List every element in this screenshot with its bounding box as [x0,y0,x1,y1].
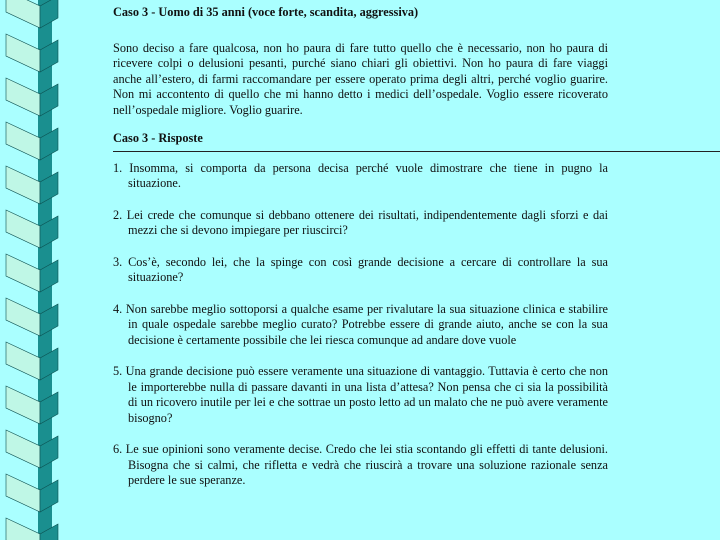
response-text: Cos’è, secondo lei, che la spinge con così grande decisione a cercare di controllare la sua situazione? [128,254,608,284]
response-number: 6. [113,442,126,456]
responses-title: Caso 3 - Risposte [113,131,203,145]
responses-list [113,161,608,489]
response-number: 1. [113,160,130,175]
response-text: Non sarebbe meglio sottoporsi a qualche esame per rivalutare la sua situazione clinica e stabilire in quale ospedale sarebbe meglio curato? Potrebbe essere di grande aiuto, anche se con la sua decisione è certamente possibile che lei riesca comunque ad andare dove vuole [125,301,609,347]
response-item [113,442,608,489]
response-number: 4. [113,301,126,316]
response-number: 3. [113,254,129,269]
response-number: 5. [113,364,126,378]
response-number: 2. [113,207,127,222]
response-text: Le sue opinioni sono veramente decise. Credo che lei stia scontando gli effetti di tante delusioni. Bisogna che si calmi, che rifletta e vedrà che riuscirà a trovare una soluzione razionale senza perdere le sue speranze. [125,442,609,487]
response-item [113,208,608,239]
document [113,5,608,505]
response-item [113,364,608,426]
response-item [113,255,608,286]
response-item [113,161,608,192]
case-title: Caso 3 - Uomo di 35 anni (voce forte, scandita, aggressiva) [113,5,419,19]
response-item [113,302,608,349]
response-text: Lei crede che comunque si debbano ottenere dei risultati, indipendentemente dagli sforzi e dai mezzi che si devono impiegare per riuscirci? [126,207,608,237]
response-text: Una grande decisione può essere veramente una situazione di vantaggio. Tuttavia è certo che non le importerebbe nulla di passare davanti in una lista d’attesa? Non pensa che ci sia la possibilità di un ricovero inutile per lei e che sottrae un posto letto ad un malato che ne può avere veramente bisogno? [125,364,609,425]
response-text: Insomma, si comporta da persona decisa perché vuole dimostrare che tiene in pugno la situazione. [128,160,608,190]
case-body: Sono deciso a fare qualcosa, non ho paura di fare tutto quello che è necessario, non ho paura di ricevere colpi o delusioni pesanti, purché siano chiari gli obiettivi. Non ho paura di fare viaggi anche all’estero, di farmi raccomandare per essere operato prima degli altri, perché voglio guarire. Non mi accontento di quello che mi hanno detto i medici dell’ospedale. Voglio essere ricoverato nell’ospedale migliore. Voglio guarire. [113,40,608,117]
decorative-ribbon [0,0,70,540]
